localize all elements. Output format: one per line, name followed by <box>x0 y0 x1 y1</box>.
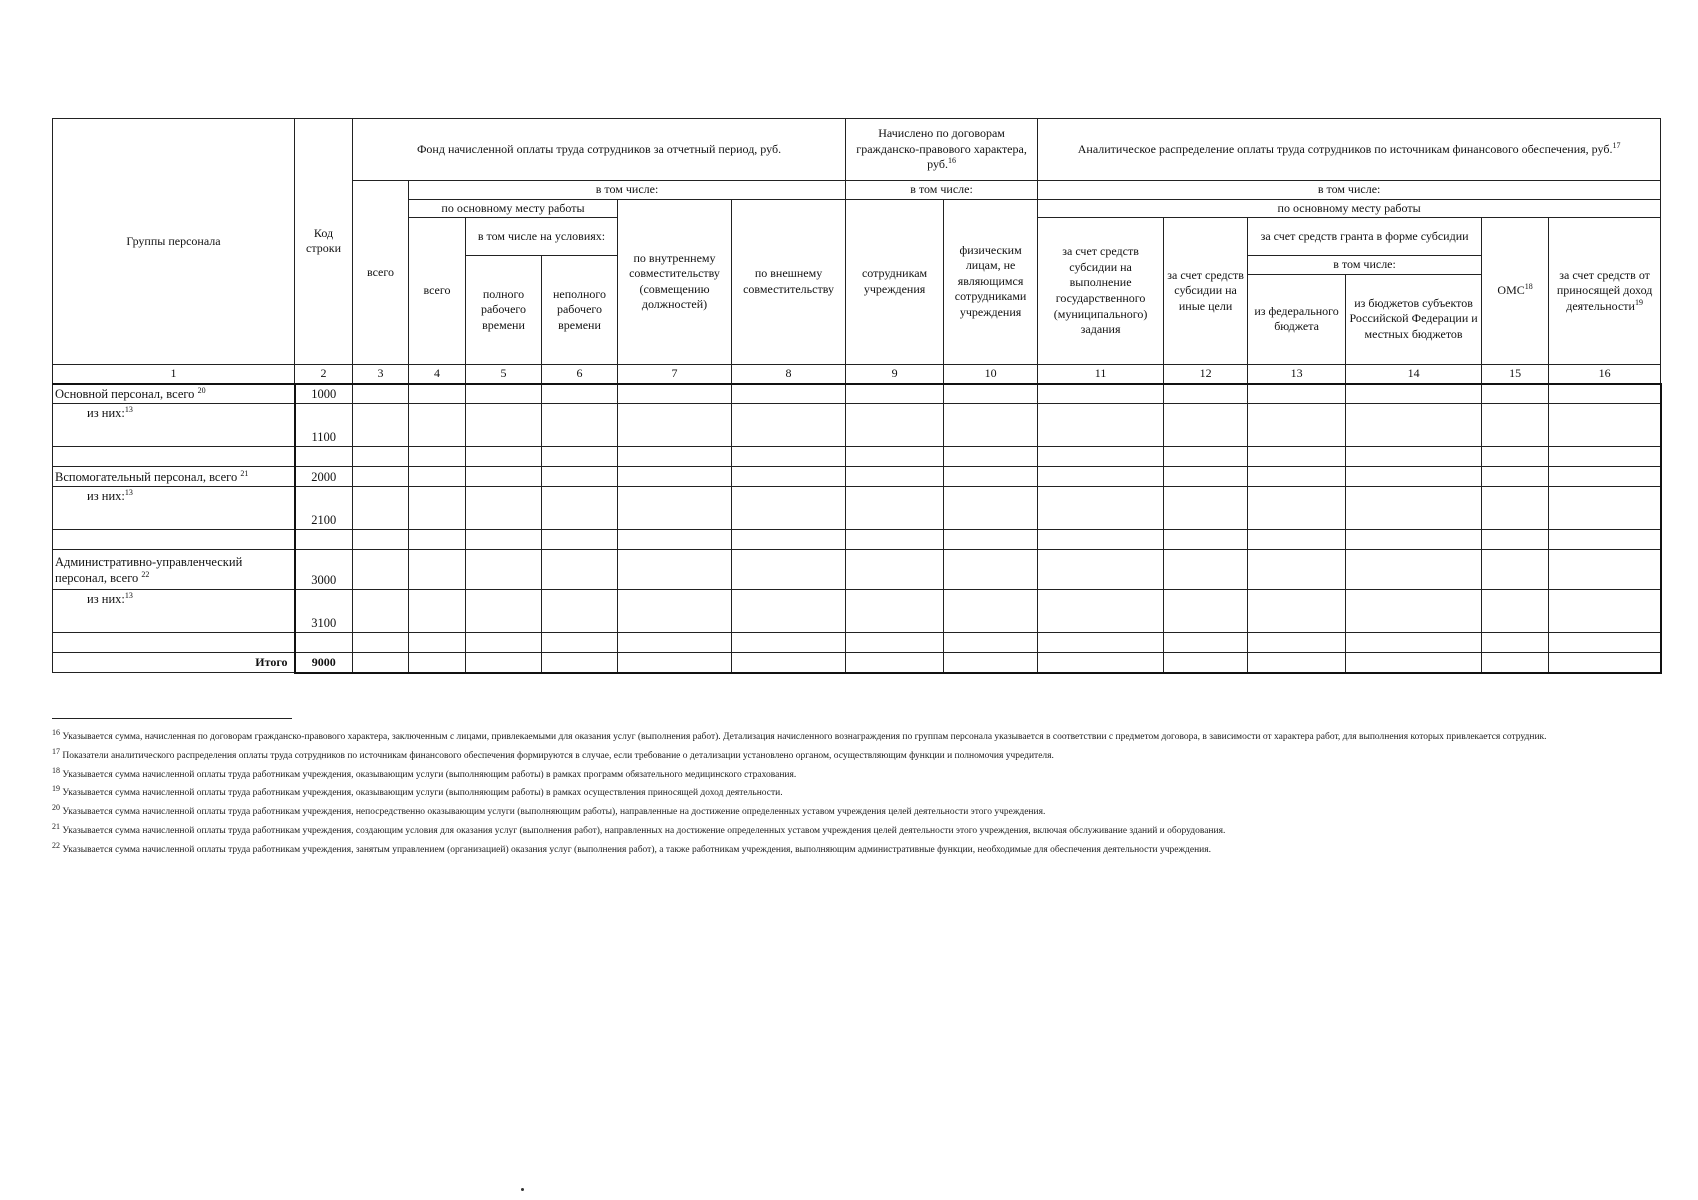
data-cell[interactable] <box>409 404 466 447</box>
row-code-2100: 2100 <box>295 487 353 530</box>
footnote: $^{22}$ Указывается сумма начисленной оплаты труда работникам учреждения, занятым управлением (организацией) оказания услуг (выполнения работ), а также работникам учреждения, выполняющим административные функции, необходимые для обеспечения деятельности учреждения. <box>52 840 1211 855</box>
footnote: $^{17}$ Показатели аналитического распределения оплаты труда сотрудников по источникам финансового обеспечения формируются в случае, если требование о детализации установлено органом, осуществляющим функции и полномочия учредителя. <box>52 746 1054 761</box>
data-cell[interactable] <box>1038 653 1164 673</box>
data-cell[interactable] <box>1248 487 1346 530</box>
empty-cell <box>295 530 353 550</box>
data-cell[interactable] <box>542 530 618 550</box>
data-cell[interactable] <box>353 550 409 590</box>
data-cell[interactable] <box>1549 467 1661 487</box>
data-cell[interactable] <box>618 487 732 530</box>
payroll-table <box>52 118 1662 674</box>
data-cell[interactable] <box>944 633 1038 653</box>
data-cell[interactable] <box>944 447 1038 467</box>
data-cell[interactable] <box>944 384 1038 404</box>
header-income: за счет средств от приносящей доход деятельности$^{19}$ <box>1549 218 1661 365</box>
header-subsidy-other: за счет средств субсидии на иные цели <box>1164 218 1248 365</box>
column-number: 16 <box>1549 364 1661 384</box>
data-cell[interactable] <box>846 530 944 550</box>
data-cell[interactable] <box>466 590 542 633</box>
table-row <box>53 447 1661 467</box>
data-cell[interactable] <box>409 467 466 487</box>
data-cell[interactable] <box>1549 384 1661 404</box>
data-cell[interactable] <box>1248 467 1346 487</box>
data-cell[interactable] <box>542 487 618 530</box>
data-cell[interactable] <box>466 447 542 467</box>
data-cell[interactable] <box>732 633 846 653</box>
data-cell[interactable] <box>1346 404 1482 447</box>
data-cell[interactable] <box>353 653 409 673</box>
data-cell[interactable] <box>1346 633 1482 653</box>
data-cell[interactable] <box>1549 530 1661 550</box>
data-cell[interactable] <box>618 530 732 550</box>
header-external: по внешнему совместительству <box>732 199 846 364</box>
column-number: 7 <box>618 364 732 384</box>
data-cell[interactable] <box>542 384 618 404</box>
data-cell[interactable] <box>1164 550 1248 590</box>
data-cell[interactable] <box>1164 530 1248 550</box>
row-code-1100: 1100 <box>295 404 353 447</box>
column-number: 12 <box>1164 364 1248 384</box>
footnote: $^{21}$ Указывается сумма начисленной оплаты труда работникам учреждения, создающим условия для оказания услуг (выполнения работ), направленных на достижение определенных уставом учреждения целей деятельности этого учреждения, включая обслуживание зданий и оборудования. <box>52 821 1226 837</box>
header-code: Код строки <box>295 119 353 365</box>
data-cell[interactable] <box>618 384 732 404</box>
column-number: 8 <box>732 364 846 384</box>
column-number: 1 <box>53 364 295 384</box>
data-cell[interactable] <box>542 590 618 633</box>
footnotes <box>52 727 1652 863</box>
data-cell[interactable] <box>1549 447 1661 467</box>
data-cell[interactable] <box>1248 590 1346 633</box>
table-row <box>53 653 1661 673</box>
data-cell[interactable] <box>466 487 542 530</box>
data-cell[interactable] <box>1346 530 1482 550</box>
data-cell[interactable] <box>353 487 409 530</box>
scan-dot <box>521 1188 524 1191</box>
data-cell[interactable] <box>1038 384 1164 404</box>
header-persons: физическим лицам, не являющимся сотрудниками учреждения <box>944 199 1038 364</box>
data-cell[interactable] <box>409 447 466 467</box>
data-cell[interactable] <box>1038 550 1164 590</box>
data-cell[interactable] <box>1482 447 1549 467</box>
data-cell[interactable] <box>1248 530 1346 550</box>
data-cell[interactable] <box>542 633 618 653</box>
data-cell[interactable] <box>466 550 542 590</box>
header-part-time: неполного рабочего времени <box>542 256 618 365</box>
footnote: $^{18}$ Указывается сумма начисленной оплаты труда работникам учреждения, оказывающим услуги (выполняющим работы) в рамках программ обязательного медицинского страхования. <box>52 765 797 780</box>
data-cell[interactable] <box>409 633 466 653</box>
data-cell[interactable] <box>1346 550 1482 590</box>
data-cell[interactable] <box>1248 633 1346 653</box>
data-cell[interactable] <box>409 384 466 404</box>
header-internal: по внутреннему совместительству (совмещению должностей) <box>618 199 732 364</box>
data-cell[interactable] <box>732 404 846 447</box>
column-number: 2 <box>295 364 353 384</box>
data-cell[interactable] <box>1038 447 1164 467</box>
data-cell[interactable] <box>409 590 466 633</box>
row-label-adm-of: из них:$^{13}$ <box>53 590 295 633</box>
table-row <box>53 467 1661 487</box>
row-code-3000: 3000 <box>295 550 353 590</box>
footnote: $^{16}$ Указывается сумма, начисленная по договорам гражданско-правового характера, заключенным с лицами, привлекаемыми для оказания услуг (выполнения работ). Детализация начисленного вознаграждения по группам персонала указывается в соответствии с предметом договора, в зависимости от характера работ, для выполнения которых привлекается сотрудник. <box>52 727 1547 742</box>
row-label-adm: Административно-управленческий персонал, всего $^{22}$ <box>53 550 295 590</box>
data-cell[interactable] <box>944 550 1038 590</box>
data-cell[interactable] <box>353 384 409 404</box>
data-cell[interactable] <box>1549 487 1661 530</box>
data-cell[interactable] <box>1482 404 1549 447</box>
data-cell[interactable] <box>542 653 618 673</box>
data-cell[interactable] <box>1482 467 1549 487</box>
empty-cell <box>53 633 295 653</box>
column-number: 13 <box>1248 364 1346 384</box>
header-subsidy-task: за счет средств субсидии на выполнение государственного (муниципального) задания <box>1038 218 1164 365</box>
table-row <box>53 550 1661 590</box>
header-regional: из бюджетов субъектов Российской Федерации и местных бюджетов <box>1346 274 1482 364</box>
footnote: $^{20}$ Указывается сумма начисленной оплаты труда работникам учреждения, непосредственно оказывающим услуги (выполняющим работы), направленные на достижение определенных уставом учреждения целей деятельности этого учреждения. <box>52 803 1046 818</box>
data-cell[interactable] <box>466 467 542 487</box>
data-cell[interactable] <box>846 590 944 633</box>
data-cell[interactable] <box>1482 590 1549 633</box>
data-cell[interactable] <box>1164 653 1248 673</box>
header-main-place: по основному месту работы <box>409 199 618 218</box>
data-cell[interactable] <box>1482 530 1549 550</box>
data-cell[interactable] <box>732 653 846 673</box>
data-cell[interactable] <box>409 653 466 673</box>
header-incl-conditions: в том числе на условиях: <box>466 218 618 256</box>
data-cell[interactable] <box>466 633 542 653</box>
data-cell[interactable] <box>732 447 846 467</box>
data-cell[interactable] <box>618 467 732 487</box>
data-cell[interactable] <box>618 590 732 633</box>
data-cell[interactable] <box>1248 653 1346 673</box>
empty-cell <box>295 633 353 653</box>
data-cell[interactable] <box>1164 590 1248 633</box>
data-cell[interactable] <box>1549 404 1661 447</box>
data-cell[interactable] <box>846 653 944 673</box>
data-cell[interactable] <box>846 404 944 447</box>
data-cell[interactable] <box>618 550 732 590</box>
data-cell[interactable] <box>944 653 1038 673</box>
row-label-main-of: из них:$^{13}$ <box>53 404 295 447</box>
data-cell[interactable] <box>353 467 409 487</box>
table-row <box>53 404 1661 447</box>
data-cell[interactable] <box>846 550 944 590</box>
data-cell[interactable] <box>1164 384 1248 404</box>
row-code-3100: 3100 <box>295 590 353 633</box>
data-cell[interactable] <box>1346 384 1482 404</box>
column-number: 14 <box>1346 364 1482 384</box>
data-cell[interactable] <box>1346 487 1482 530</box>
data-cell[interactable] <box>944 467 1038 487</box>
data-cell[interactable] <box>1549 633 1661 653</box>
data-cell[interactable] <box>1164 487 1248 530</box>
data-cell[interactable] <box>846 384 944 404</box>
column-number: 6 <box>542 364 618 384</box>
data-cell[interactable] <box>353 447 409 467</box>
table-row <box>53 384 1661 404</box>
header-staff: сотрудникам учреждения <box>846 199 944 364</box>
data-cell[interactable] <box>1482 633 1549 653</box>
data-cell[interactable] <box>846 467 944 487</box>
data-cell[interactable] <box>409 530 466 550</box>
data-cell[interactable] <box>1038 530 1164 550</box>
row-label-aux: Вспомогательный персонал, всего $^{21}$ <box>53 467 295 487</box>
header-incl-analytic: в том числе: <box>1038 181 1661 200</box>
header-analytic: Аналитическое распределение оплаты труда сотрудников по источникам финансового обеспечения, руб.$^{17}$ <box>1038 119 1661 181</box>
column-number: 4 <box>409 364 466 384</box>
column-number: 9 <box>846 364 944 384</box>
data-cell[interactable] <box>466 404 542 447</box>
data-cell[interactable] <box>1346 447 1482 467</box>
data-cell[interactable] <box>732 384 846 404</box>
row-code-9000: 9000 <box>295 653 353 673</box>
data-cell[interactable] <box>1248 404 1346 447</box>
header-groups: Группы персонала <box>53 119 295 365</box>
header-incl-civil: в том числе: <box>846 181 1038 200</box>
data-cell[interactable] <box>1482 653 1549 673</box>
data-cell[interactable] <box>1549 550 1661 590</box>
data-cell[interactable] <box>1346 467 1482 487</box>
data-cell[interactable] <box>618 653 732 673</box>
header-total: всего <box>353 181 409 365</box>
data-cell[interactable] <box>353 404 409 447</box>
data-cell[interactable] <box>1164 467 1248 487</box>
header-incl-fund: в том числе: <box>409 181 846 200</box>
data-cell[interactable] <box>1164 404 1248 447</box>
data-cell[interactable] <box>1346 590 1482 633</box>
data-cell[interactable] <box>618 633 732 653</box>
data-cell[interactable] <box>542 404 618 447</box>
data-cell[interactable] <box>1482 487 1549 530</box>
column-numbers-row <box>53 364 1661 384</box>
data-cell[interactable] <box>1549 590 1661 633</box>
data-cell[interactable] <box>466 653 542 673</box>
data-cell[interactable] <box>1038 590 1164 633</box>
data-cell[interactable] <box>618 404 732 447</box>
data-cell[interactable] <box>1549 653 1661 673</box>
data-cell[interactable] <box>1346 653 1482 673</box>
empty-cell <box>53 530 295 550</box>
row-label-aux-of: из них:$^{13}$ <box>53 487 295 530</box>
data-cell[interactable] <box>1482 550 1549 590</box>
data-cell[interactable] <box>409 487 466 530</box>
column-number: 5 <box>466 364 542 384</box>
data-cell[interactable] <box>353 530 409 550</box>
data-cell[interactable] <box>732 467 846 487</box>
footnote: $^{19}$ Указывается сумма начисленной оплаты труда работникам учреждения, оказывающим услуги (выполняющим работы) в рамках осуществления приносящей доход деятельности. <box>52 784 783 799</box>
data-cell[interactable] <box>1248 384 1346 404</box>
row-label-main: Основной персонал, всего $^{20}$ <box>53 384 295 404</box>
data-cell[interactable] <box>944 404 1038 447</box>
data-cell[interactable] <box>409 550 466 590</box>
column-number: 11 <box>1038 364 1164 384</box>
table-row <box>53 633 1661 653</box>
column-number: 3 <box>353 364 409 384</box>
footnote-separator <box>52 718 292 719</box>
data-cell[interactable] <box>1164 633 1248 653</box>
data-cell[interactable] <box>1248 550 1346 590</box>
data-cell[interactable] <box>846 447 944 467</box>
data-cell[interactable] <box>732 550 846 590</box>
column-number: 15 <box>1482 364 1549 384</box>
data-cell[interactable] <box>1482 384 1549 404</box>
header-fund: Фонд начисленной оплаты труда сотрудников за отчетный период, руб. <box>353 119 846 181</box>
data-cell[interactable] <box>353 590 409 633</box>
header-incl-grant: в том числе: <box>1248 256 1482 275</box>
data-cell[interactable] <box>1038 487 1164 530</box>
data-cell[interactable] <box>542 447 618 467</box>
header-oms: ОМС$^{18}$ <box>1482 218 1549 365</box>
data-cell[interactable] <box>542 550 618 590</box>
data-cell[interactable] <box>944 590 1038 633</box>
table-row <box>53 487 1661 530</box>
header-federal: из федерального бюджета <box>1248 274 1346 364</box>
table-row <box>53 530 1661 550</box>
data-cell[interactable] <box>466 384 542 404</box>
data-cell[interactable] <box>542 467 618 487</box>
data-cell[interactable] <box>732 590 846 633</box>
header-grant: за счет средств гранта в форме субсидии <box>1248 218 1482 256</box>
row-label-total: Итого <box>53 653 295 673</box>
data-cell[interactable] <box>944 530 1038 550</box>
empty-cell <box>295 447 353 467</box>
column-number: 10 <box>944 364 1038 384</box>
data-cell[interactable] <box>618 447 732 467</box>
data-cell[interactable] <box>846 633 944 653</box>
row-code-1000: 1000 <box>295 384 353 404</box>
data-cell[interactable] <box>732 487 846 530</box>
header-full-time: полного рабочего времени <box>466 256 542 365</box>
row-code-2000: 2000 <box>295 467 353 487</box>
data-cell[interactable] <box>353 633 409 653</box>
data-cell[interactable] <box>846 487 944 530</box>
header-main-place-analytic: по основному месту работы <box>1038 199 1661 218</box>
header-civil: Начислено по договорам гражданско-правового характера, руб.$^{16}$ <box>846 119 1038 181</box>
data-cell[interactable] <box>1038 404 1164 447</box>
data-cell[interactable] <box>1038 467 1164 487</box>
empty-cell <box>53 447 295 467</box>
data-cell[interactable] <box>1164 447 1248 467</box>
table-row <box>53 590 1661 633</box>
data-cell[interactable] <box>1038 633 1164 653</box>
data-cell[interactable] <box>466 530 542 550</box>
header-main-total: всего <box>409 218 466 365</box>
data-cell[interactable] <box>1248 447 1346 467</box>
data-cell[interactable] <box>732 530 846 550</box>
data-cell[interactable] <box>944 487 1038 530</box>
